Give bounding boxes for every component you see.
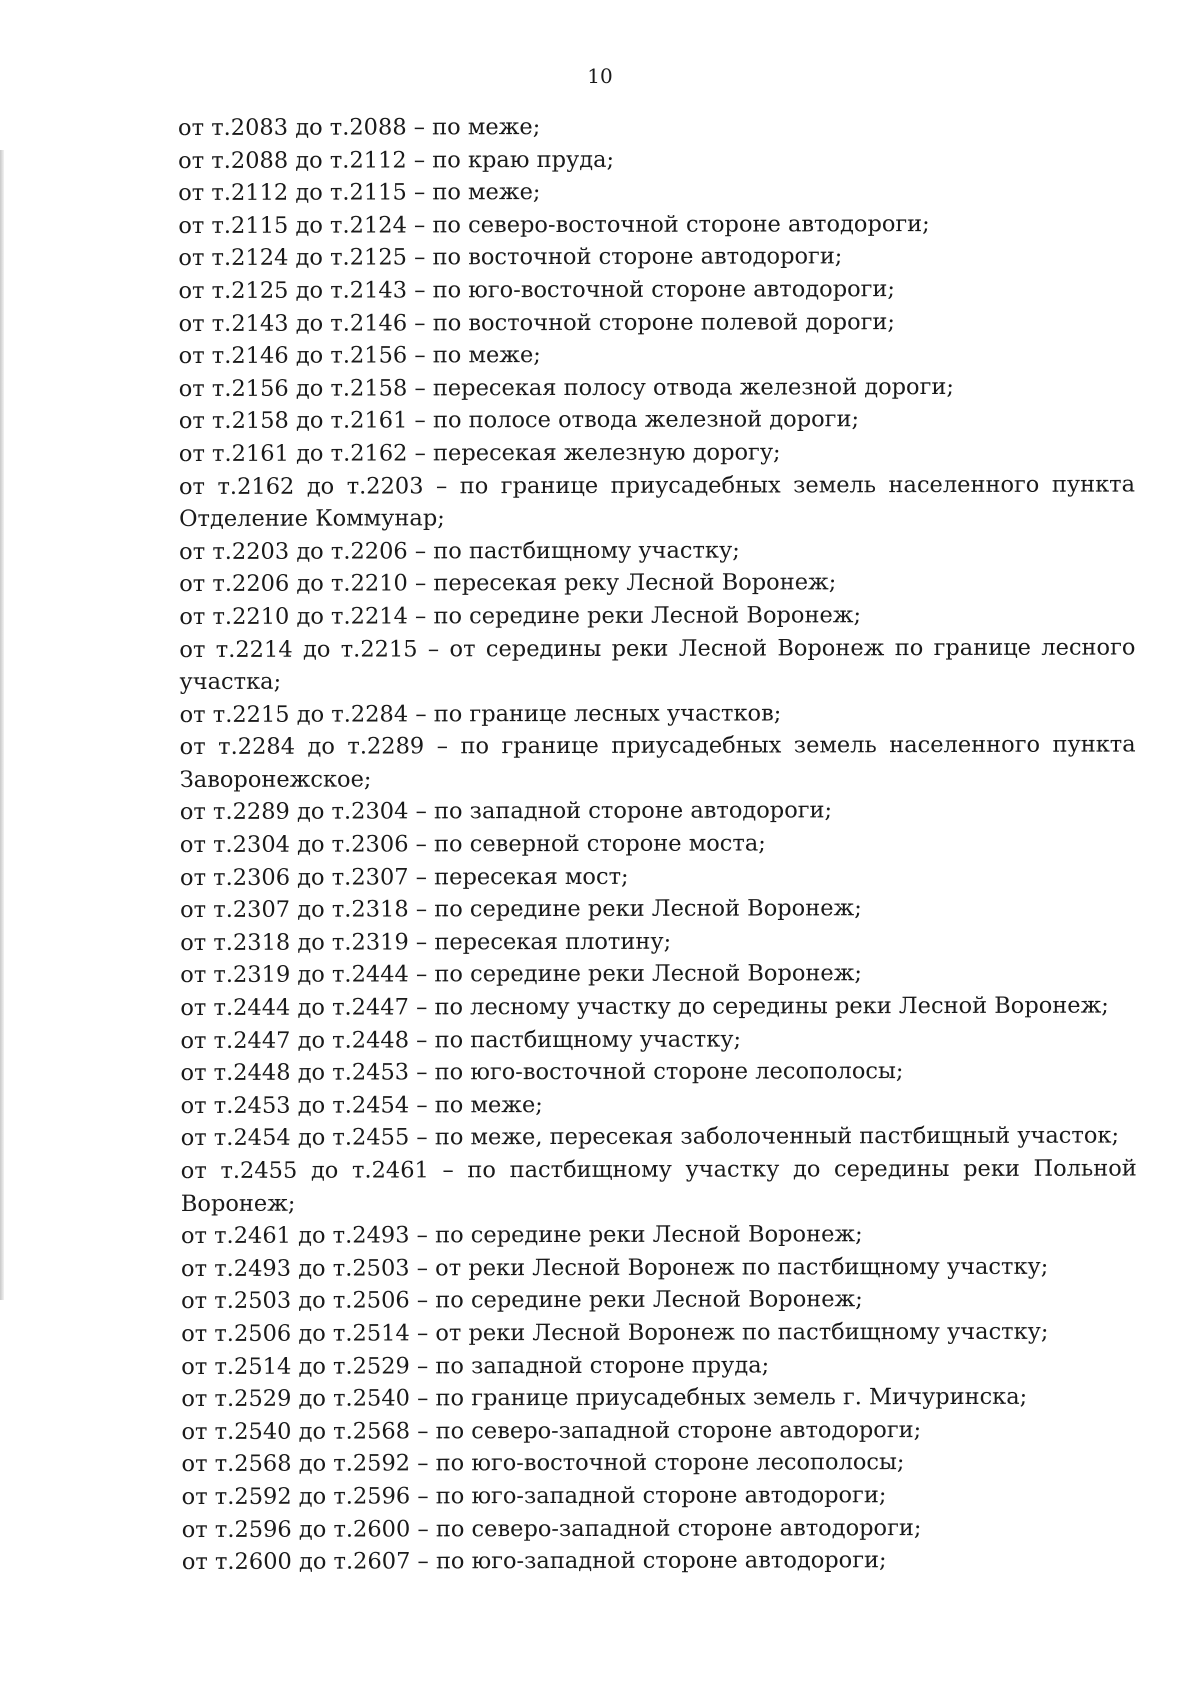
list-item: от т.2568 до т.2592 – по юго-восточной стороне лесополосы;: [181, 1449, 905, 1478]
list-item: от т.2115 до т.2124 – по северо-восточной стороне автодороги;: [178, 210, 930, 239]
list-item: от т.2503 до т.2506 – по середине реки Лесной Воронеж;: [181, 1286, 863, 1315]
list-item: от т.2161 до т.2162 – пересекая железную дорогу;: [178, 439, 781, 467]
list-item: от т.2083 до т.2088 – по меже;: [178, 114, 541, 141]
list-item: от т.2284 до т.2289 – по границе приусадебных земель населенного пункта Заворонежское;: [179, 731, 1136, 793]
list-item: от т.2206 до т.2210 – пересекая реку Лесной Воронеж;: [179, 569, 837, 598]
list-item: от т.2143 до т.2146 – по восточной стороне полевой дороги;: [178, 308, 896, 337]
scan-edge-shadow: [0, 150, 4, 1300]
list-item: от т.2514 до т.2529 – по западной стороне пруда;: [181, 1352, 770, 1380]
list-item: от т.2304 до т.2306 – по северной стороне моста;: [179, 830, 766, 859]
list-item: от т.2506 до т.2514 – от реки Лесной Воронеж по пастбищному участку;: [181, 1318, 1049, 1347]
list-item: от т.2125 до т.2143 – по юго-восточной стороне автодороги;: [178, 276, 896, 304]
list-item: от т.2529 до т.2540 – по границе приусадебных земель г. Мичуринска;: [181, 1383, 1028, 1413]
list-item: от т.2454 до т.2455 – по меже, пересекая заболоченный пастбищный участок;: [180, 1122, 1120, 1152]
list-item: от т.2319 до т.2444 – по середине реки Лесной Воронеж;: [180, 960, 862, 989]
list-item: от т.2596 до т.2600 – по северо-западной стороне автодороги;: [181, 1514, 922, 1543]
list-item: от т.2448 до т.2453 – по юго-восточной стороне лесополосы;: [180, 1058, 904, 1087]
boundary-description-list: [178, 109, 1138, 1578]
list-item: от т.2592 до т.2596 – по юго-западной стороне автодороги;: [181, 1482, 887, 1510]
page-number: 10: [587, 64, 613, 88]
list-item: от т.2453 до т.2454 – по меже;: [180, 1091, 543, 1119]
list-item: от т.2158 до т.2161 – по полосе отвода железной дороги;: [178, 406, 860, 435]
list-item: от т.2156 до т.2158 – пересекая полосу отвода железной дороги;: [178, 373, 954, 402]
list-item: от т.2214 до т.2215 – от середины реки Лесной Воронеж по границе лесного участка;: [179, 633, 1136, 696]
list-item: от т.2307 до т.2318 – по середине реки Лесной Воронеж;: [180, 895, 862, 924]
list-item: от т.2540 до т.2568 – по северо-западной стороне автодороги;: [181, 1416, 922, 1445]
list-item: от т.2124 до т.2125 – по восточной стороне автодороги;: [178, 243, 843, 272]
list-item: от т.2203 до т.2206 – по пастбищному участку;: [179, 537, 740, 565]
list-item: от т.2318 до т.2319 – пересекая плотину;: [180, 928, 672, 956]
list-item: от т.2146 до т.2156 – по меже;: [178, 342, 541, 370]
list-item: от т.2210 до т.2214 – по середине реки Лесной Воронеж;: [179, 602, 862, 630]
list-item: от т.2455 до т.2461 – по пастбищному участку до середины реки Польной Воронеж;: [180, 1155, 1137, 1217]
list-item: от т.2112 до т.2115 – по меже;: [178, 179, 541, 207]
list-item: от т.2289 до т.2304 – по западной стороне автодороги;: [179, 797, 833, 826]
list-item: от т.2215 до т.2284 – по границе лесных участков;: [179, 700, 782, 728]
list-item: от т.2444 до т.2447 – по лесному участку до середины реки Лесной Воронеж;: [180, 992, 1109, 1022]
list-item: от т.2600 до т.2607 – по юго-западной стороне автодороги;: [181, 1547, 887, 1576]
list-item: от т.2088 до т.2112 – по краю пруда;: [178, 146, 615, 174]
list-item: от т.2306 до т.2307 – пересекая мост;: [179, 863, 629, 891]
list-item: от т.2493 до т.2503 – от реки Лесной Воронеж по пастбищному участку;: [180, 1253, 1049, 1282]
list-item: от т.2162 до т.2203 – по границе приусадебных земель населенного пункта Отделение Коммунар;: [178, 471, 1136, 533]
list-item: от т.2461 до т.2493 – по середине реки Лесной Воронеж;: [180, 1221, 863, 1250]
list-item: от т.2447 до т.2448 – по пастбищному участку;: [180, 1026, 742, 1054]
